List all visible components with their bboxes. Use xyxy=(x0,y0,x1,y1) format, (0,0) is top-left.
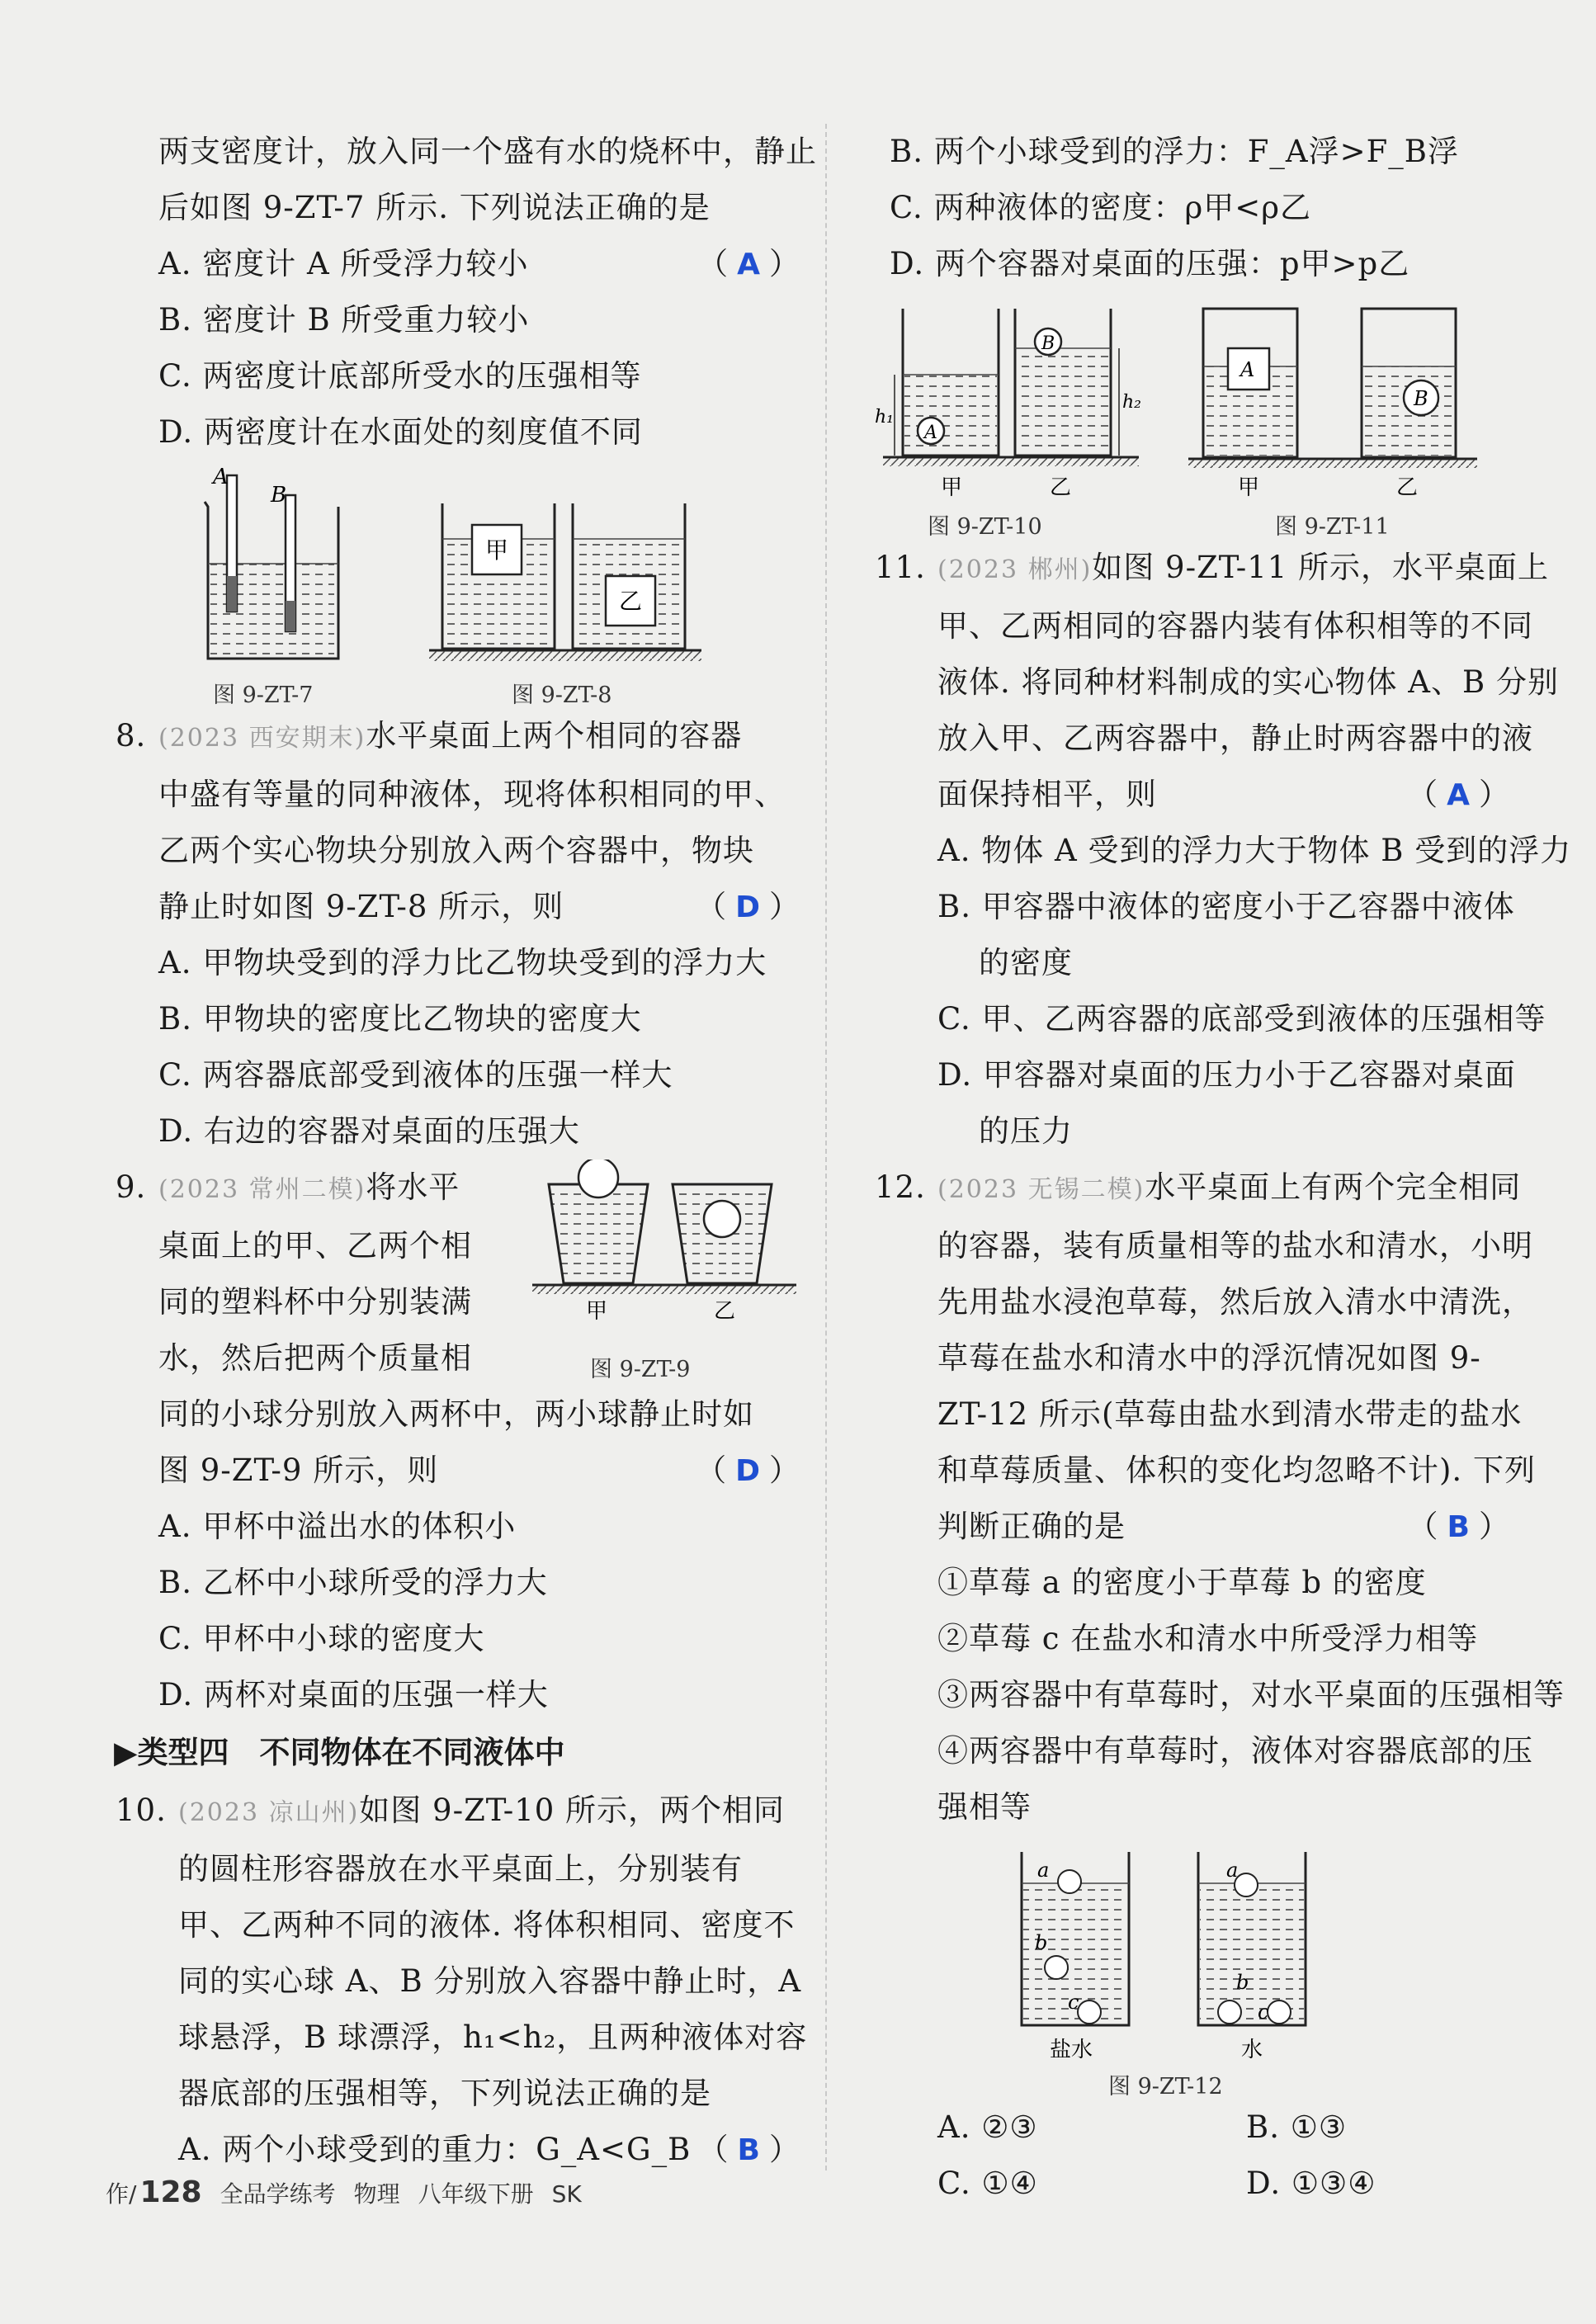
q9-option-a: A. 甲杯中溢出水的体积小 xyxy=(158,1509,517,1544)
fig12-label-salt: 盐水 xyxy=(1050,2038,1093,2058)
q12-choice-a: A. ②③ xyxy=(937,2109,1038,2145)
q12-statement-4: ④两容器中有草莓时，液体对容器底部的压 xyxy=(937,1733,1533,1769)
q12-statement-4-cont: 强相等 xyxy=(937,1789,1032,1825)
q12-line-5: ZT-12 所示(草莓由盐水到清水带走的盐水 xyxy=(937,1396,1523,1432)
q12-choice-c: C. ①④ xyxy=(937,2166,1038,2201)
fig12-salt-label-c: c xyxy=(1068,1991,1079,2014)
q9-option-d: D. 两杯对桌面的压强一样大 xyxy=(158,1677,549,1712)
q9-block xyxy=(116,1160,800,1499)
fig10-caption: 图 9-ZT-10 xyxy=(928,514,1042,540)
q10-option-d: D. 两个容器对桌面的压强：p甲>p乙 xyxy=(890,246,1410,281)
q8-option-d: D. 右边的容器对桌面的压强大 xyxy=(158,1113,580,1149)
section-title: ▶类型四 不同物体在不同液体中 xyxy=(114,1735,565,1770)
q7-option-b: B. 密度计 B 所受重力较小 xyxy=(158,302,530,338)
fig12-water-label-b: b xyxy=(1236,1971,1249,1994)
fig10-label-h2: h₂ xyxy=(1122,392,1141,413)
fig10-fig11-illustration xyxy=(875,292,1510,507)
q8-option-c: C. 两容器底部受到液体的压强一样大 xyxy=(158,1057,673,1093)
q11-line-5: 面保持相平，则 （ A ） xyxy=(937,777,1510,812)
footer-prefix: 作/ xyxy=(106,2180,137,2208)
right-column xyxy=(875,124,1572,2212)
q10-line-5: 球悬浮，B 球漂浮，h₁<h₂，且两种液体对容 xyxy=(178,2019,808,2055)
fig9-caption: 图 9-ZT-9 xyxy=(590,1357,691,1382)
fig11-label-a: A xyxy=(1240,358,1255,381)
q9-line-5: 同的小球分别放入两杯中，两小球静止时如 xyxy=(158,1396,754,1432)
q8-answer: D xyxy=(735,890,761,924)
fig11-label-b: B xyxy=(1414,387,1428,410)
fig7-fig8-illustration xyxy=(116,461,800,675)
q9-option-c: C. 甲杯中小球的密度大 xyxy=(158,1621,485,1656)
q10-line-6: 器底部的压强相等，下列说法正确的是 （ B ） xyxy=(178,2076,800,2167)
q9-line-1: 9. (2023 常州二模)将水平 xyxy=(116,1169,460,1205)
fig7-beaker xyxy=(205,465,338,659)
q10-line-4: 同的实心球 A、B 分别放入容器中静止时，A xyxy=(178,1963,802,1999)
footer-grade: 八年级下册 xyxy=(418,2180,534,2208)
fig11-label-yi: 乙 xyxy=(1396,475,1419,500)
fig7-label-b: B xyxy=(271,483,287,508)
fig9-label-jia: 甲 xyxy=(586,1299,608,1324)
fig11-label-jia: 甲 xyxy=(1238,475,1260,500)
q7-answer: A xyxy=(737,248,761,281)
q9-answer: D xyxy=(735,1454,761,1488)
q11-line-3: 液体. 将同种材料制成的实心物体 A、B 分别 xyxy=(937,664,1559,700)
fig7-caption: 图 9-ZT-7 xyxy=(213,683,314,708)
fig9-illustration xyxy=(532,1160,805,1325)
q7-option-d: D. 两密度计在水面处的刻度值不同 xyxy=(158,414,643,450)
q12-line-6: 和草莓质量、体积的变化均忽略不计). 下列 xyxy=(937,1452,1536,1488)
q11-option-a: A. 物体 A 受到的浮力大于物体 B 受到的浮力 xyxy=(937,833,1572,868)
footer-subject: 物理 xyxy=(353,2180,400,2208)
fig10-containers xyxy=(875,309,1141,500)
q11-option-c: C. 甲、乙两容器的底部受到液体的压强相等 xyxy=(937,1001,1546,1037)
fig12-label-water: 水 xyxy=(1241,2038,1263,2058)
q10-line-1: 10. (2023 凉山州)如图 9-ZT-10 所示，两个相同 xyxy=(116,1793,786,1828)
q12-choice-d: D. ①③④ xyxy=(1246,2166,1376,2201)
q12-answer: B xyxy=(1447,1510,1471,1544)
fig10-label-a: A xyxy=(924,423,937,443)
q12-line-7: 判断正确的是 （ B ） xyxy=(937,1509,1510,1544)
q10-answer: B xyxy=(737,2133,761,2167)
fig9-label-yi: 乙 xyxy=(714,1299,736,1324)
fig8-label-jia: 甲 xyxy=(485,536,509,564)
fig10-label-yi: 乙 xyxy=(1050,475,1072,500)
q12-source: (2023 无锡二模) xyxy=(937,1175,1145,1204)
fig8-containers xyxy=(429,503,701,661)
fig12-salt-label-b: b xyxy=(1035,1931,1048,1954)
q11-line-4: 放入甲、乙两容器中，静止时两容器中的液 xyxy=(937,720,1533,756)
footer-edition: SK xyxy=(551,2180,582,2208)
q7-line-2: 后如图 9-ZT-7 所示. 下列说法正确的是 （ A ） xyxy=(158,190,800,281)
fig8-label-yi: 乙 xyxy=(619,588,643,615)
fig10-fig11-row xyxy=(875,292,1510,540)
q8-line-3: 乙两个实心物块分别放入两个容器中，物块 xyxy=(158,833,754,868)
q12-choice-b: B. ①③ xyxy=(1246,2109,1348,2145)
footer-book: 全品学练考 xyxy=(220,2180,336,2208)
fig12-fresh-water xyxy=(1198,1852,1306,2058)
q8-option-a: A. 甲物块受到的浮力比乙物块受到的浮力大 xyxy=(158,945,767,980)
fig11-containers xyxy=(1188,309,1477,500)
page-number: 128 xyxy=(139,2175,202,2209)
q12-choices-row-1 xyxy=(875,2100,1510,2156)
q11-option-d-cont: 的压力 xyxy=(979,1113,1073,1149)
left-column xyxy=(114,124,817,2179)
fig12-row xyxy=(875,1835,1510,2100)
fig7-label-a: A xyxy=(213,465,229,489)
q9-line-6: 图 9-ZT-9 所示，则 （ D ） xyxy=(158,1452,800,1488)
q12-line-2: 的容器，装有质量相等的盐水和清水，小明 xyxy=(937,1228,1533,1264)
q10-option-b: B. 两个小球受到的浮力：F_A浮>F_B浮 xyxy=(890,134,1459,169)
q9-source: (2023 常州二模) xyxy=(158,1175,366,1204)
fig12-caption: 图 9-ZT-12 xyxy=(1108,2074,1223,2100)
q11-line-1: 11. (2023 郴州)如图 9-ZT-11 所示，水平桌面上 xyxy=(875,550,1550,585)
fig12-water-label-a: a xyxy=(1226,1859,1239,1882)
q9-option-b: B. 乙杯中小球所受的浮力大 xyxy=(158,1565,548,1600)
q12-statement-3: ③两容器中有草莓时，对水平桌面的压强相等 xyxy=(937,1677,1565,1712)
q11-line-2: 甲、乙两相同的容器内装有体积相等的不同 xyxy=(937,608,1533,644)
q11-option-d: D. 甲容器对桌面的压力小于乙容器对桌面 xyxy=(937,1057,1516,1093)
q12-statement-2: ②草莓 c 在盐水和清水中所受浮力相等 xyxy=(937,1621,1479,1656)
q11-option-b-cont: 的密度 xyxy=(979,945,1073,980)
q11-answer: A xyxy=(1447,778,1471,812)
fig9-cups xyxy=(532,1160,796,1324)
q8-line-1: 8. (2023 西安期末)水平桌面上两个相同的容器 xyxy=(116,718,743,753)
fig10-label-h1: h₁ xyxy=(875,407,894,427)
q7-line-1: 两支密度计，放入同一个盛有水的烧杯中，静止 xyxy=(158,134,817,169)
fig8-caption: 图 9-ZT-8 xyxy=(512,683,612,708)
fig10-label-jia: 甲 xyxy=(941,475,963,500)
fig11-caption: 图 9-ZT-11 xyxy=(1275,514,1390,540)
column-divider xyxy=(825,124,827,2170)
fig7-fig8-row xyxy=(116,461,800,708)
q12-choices-row-2 xyxy=(875,2156,1510,2212)
fig12-water-label-c: c xyxy=(1258,2000,1269,2024)
fig12-salt-water xyxy=(1022,1852,1129,2058)
q10-option-a: A. 两个小球受到的重力：G_A<G_B xyxy=(178,2132,692,2167)
q10-source: (2023 凉山州) xyxy=(178,1798,360,1827)
q10-line-2: 的圆柱形容器放在水平桌面上，分别装有 xyxy=(178,1851,743,1887)
q12-line-4: 草莓在盐水和清水中的浮沉情况如图 9- xyxy=(937,1340,1481,1376)
q11-source: (2023 郴州) xyxy=(937,555,1093,584)
q7-option-a: A. 密度计 A 所受浮力较小 xyxy=(158,246,529,281)
fig12-salt-label-a: a xyxy=(1037,1859,1050,1882)
q9-line-4: 水，然后把两个质量相 xyxy=(158,1340,472,1376)
q10-option-c: C. 两种液体的密度：ρ甲<ρ乙 xyxy=(890,190,1312,225)
q8-option-b: B. 甲物块的密度比乙物块的密度大 xyxy=(158,1001,642,1037)
q8-source: (2023 西安期末) xyxy=(158,724,366,753)
q10-line-3: 甲、乙两种不同的液体. 将体积相同、密度不 xyxy=(178,1907,796,1943)
q12-line-3: 先用盐水浸泡草莓，然后放入清水中清洗， xyxy=(937,1284,1533,1320)
q11-option-b: B. 甲容器中液体的密度小于乙容器中液体 xyxy=(937,889,1515,924)
q12-statement-1: ①草莓 a 的密度小于草莓 b 的密度 xyxy=(937,1565,1427,1600)
fig10-label-b: B xyxy=(1041,333,1055,354)
q7-option-c: C. 两密度计底部所受水的压强相等 xyxy=(158,358,642,394)
q12-line-1: 12. (2023 无锡二模)水平桌面上有两个完全相同 xyxy=(875,1169,1522,1205)
fig12-illustration xyxy=(875,1835,1510,2058)
q9-line-3: 同的塑料杯中分别装满 xyxy=(158,1284,472,1320)
q8-line-4: 静止时如图 9-ZT-8 所示，则 （ D ） xyxy=(158,889,800,924)
page-footer xyxy=(106,2175,582,2209)
q9-line-2: 桌面上的甲、乙两个相 xyxy=(158,1228,472,1264)
q8-line-2: 中盛有等量的同种液体，现将体积相同的甲、 xyxy=(158,777,786,812)
